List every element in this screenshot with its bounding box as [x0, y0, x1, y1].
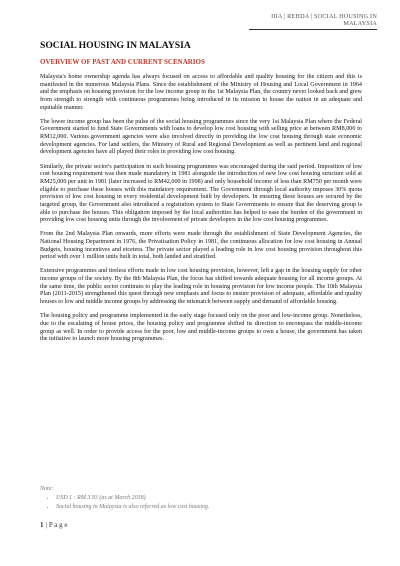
- paragraph-3: Similarly, the private sector's participation in such housing programmes was encouraged during the said period. Imposition of low cost housing requirement was then made mandatory in 1981 alongside the introduction of new low cost housing structure sold at RM25,000 per unit in 1981 (later increased to RM42,000 in 1998) and only household income of less than RM750 per month were eligible to purchase these houses with this mandatory requirement. The Government through local authority imposes 30% quota provision of low cost housing in every residential development built by developers. In ensuring these houses are secured by the targeted group, the Government also introduced a registration system to State Governments to ensure that the deserving group is able to purchase the houses. This obligation imposed by the local authorities has helped to ease the burden of the government in providing low cost housing units through the involvement of private developers in the low cost housing programmes.: [40, 163, 362, 224]
- section-subtitle: OVERVIEW OF PAST AND CURRENT SCENARIOS: [40, 58, 205, 66]
- footer-separator: |: [45, 521, 47, 529]
- paragraph-6: The housing policy and programme implemented in the early stage focused only on the poor and low-income group. Nonetheless, due to the escalating of house prices, the housing policy and programme shifted its direction to encompass the middle-income group as well. In order to provide access for the poor, low and middle-income groups to own a house, the government has taken the initiative to launch more housing programmes.: [40, 313, 362, 343]
- running-header: IIIA | REHDA | SOCIAL HOUSING IN MALAYSIA: [249, 13, 377, 30]
- paragraph-5: Extensive programmes and tireless efforts made in low cost housing provision, however, left a gap in the housing supply for other income groups of the society. By the 8th Malaysia Plan, the focus has shifted towards adequate housing for all income groups. At the same time, the public sector continues to play the leading role in housing provision for low income people. The 10th Malaysia Plan (2011-2015) strengthened this quest through new emphasis and focus to ensure provision of adequate, affordable and quality houses to low and middle income groups by addressing the mismatch between supply and demand of affordable housing.: [40, 268, 362, 306]
- paragraph-4: From the 2nd Malaysia Plan onwards, more efforts were made through the establishment of State Development Agencies, the National Housing Department in 1976, the Privatisation Policy in 1981, the continuous allocation for low cost housing in Annual Budgets, housing incentives and etcetera. The private sector played a leading role in low cost housing provision throughout this period with over 1 million units built in total, both landed and stratified.: [40, 231, 362, 261]
- notes-section: [40, 486, 362, 513]
- note-item: • Social housing in Malaysia is also referred as low cost housing.: [56, 504, 362, 510]
- page-number: 1: [40, 521, 44, 529]
- paragraph-1: Malaysia's home ownership agenda has always focused on access to affordable and quality housing for the citizen and this is manifested in the numerous Malaysia Plans. Since the establishment of the Ministry of Housing and Local Government in 1964 and the emphasis on housing provision for the low income group in the 1st Malaysia Plan, the country never looked back and grew from strength to strength with continuous programmes being introduced in its mission to house the nation in an adequate and equitable manner.: [40, 74, 362, 111]
- page-label: P a g e: [48, 521, 68, 529]
- body-text: [40, 74, 362, 350]
- page-footer: [40, 521, 68, 529]
- notes-label: Note:: [40, 486, 54, 492]
- paragraph-2: The lower income group has been the pulse of the social housing programmes since the very 1st Malaysia Plan where the Federal Government started to fund State Governments with loans to develop low cost housing with selling price at between RM8,000 to RM12,000. Various government agencies were also involved directly in providing the low cost housing through state economic development agencies. For land settlers, the Ministry of Rural and Regional Development as well as pertinent land and regional development agencies have all played their roles in providing low cost housing.: [40, 118, 362, 156]
- note-item: • USD 1 : RM 3.93 (as at March 2018): [56, 495, 362, 501]
- document-title: SOCIAL HOUSING IN MALAYSIA: [40, 40, 191, 51]
- notes-list: [40, 495, 362, 510]
